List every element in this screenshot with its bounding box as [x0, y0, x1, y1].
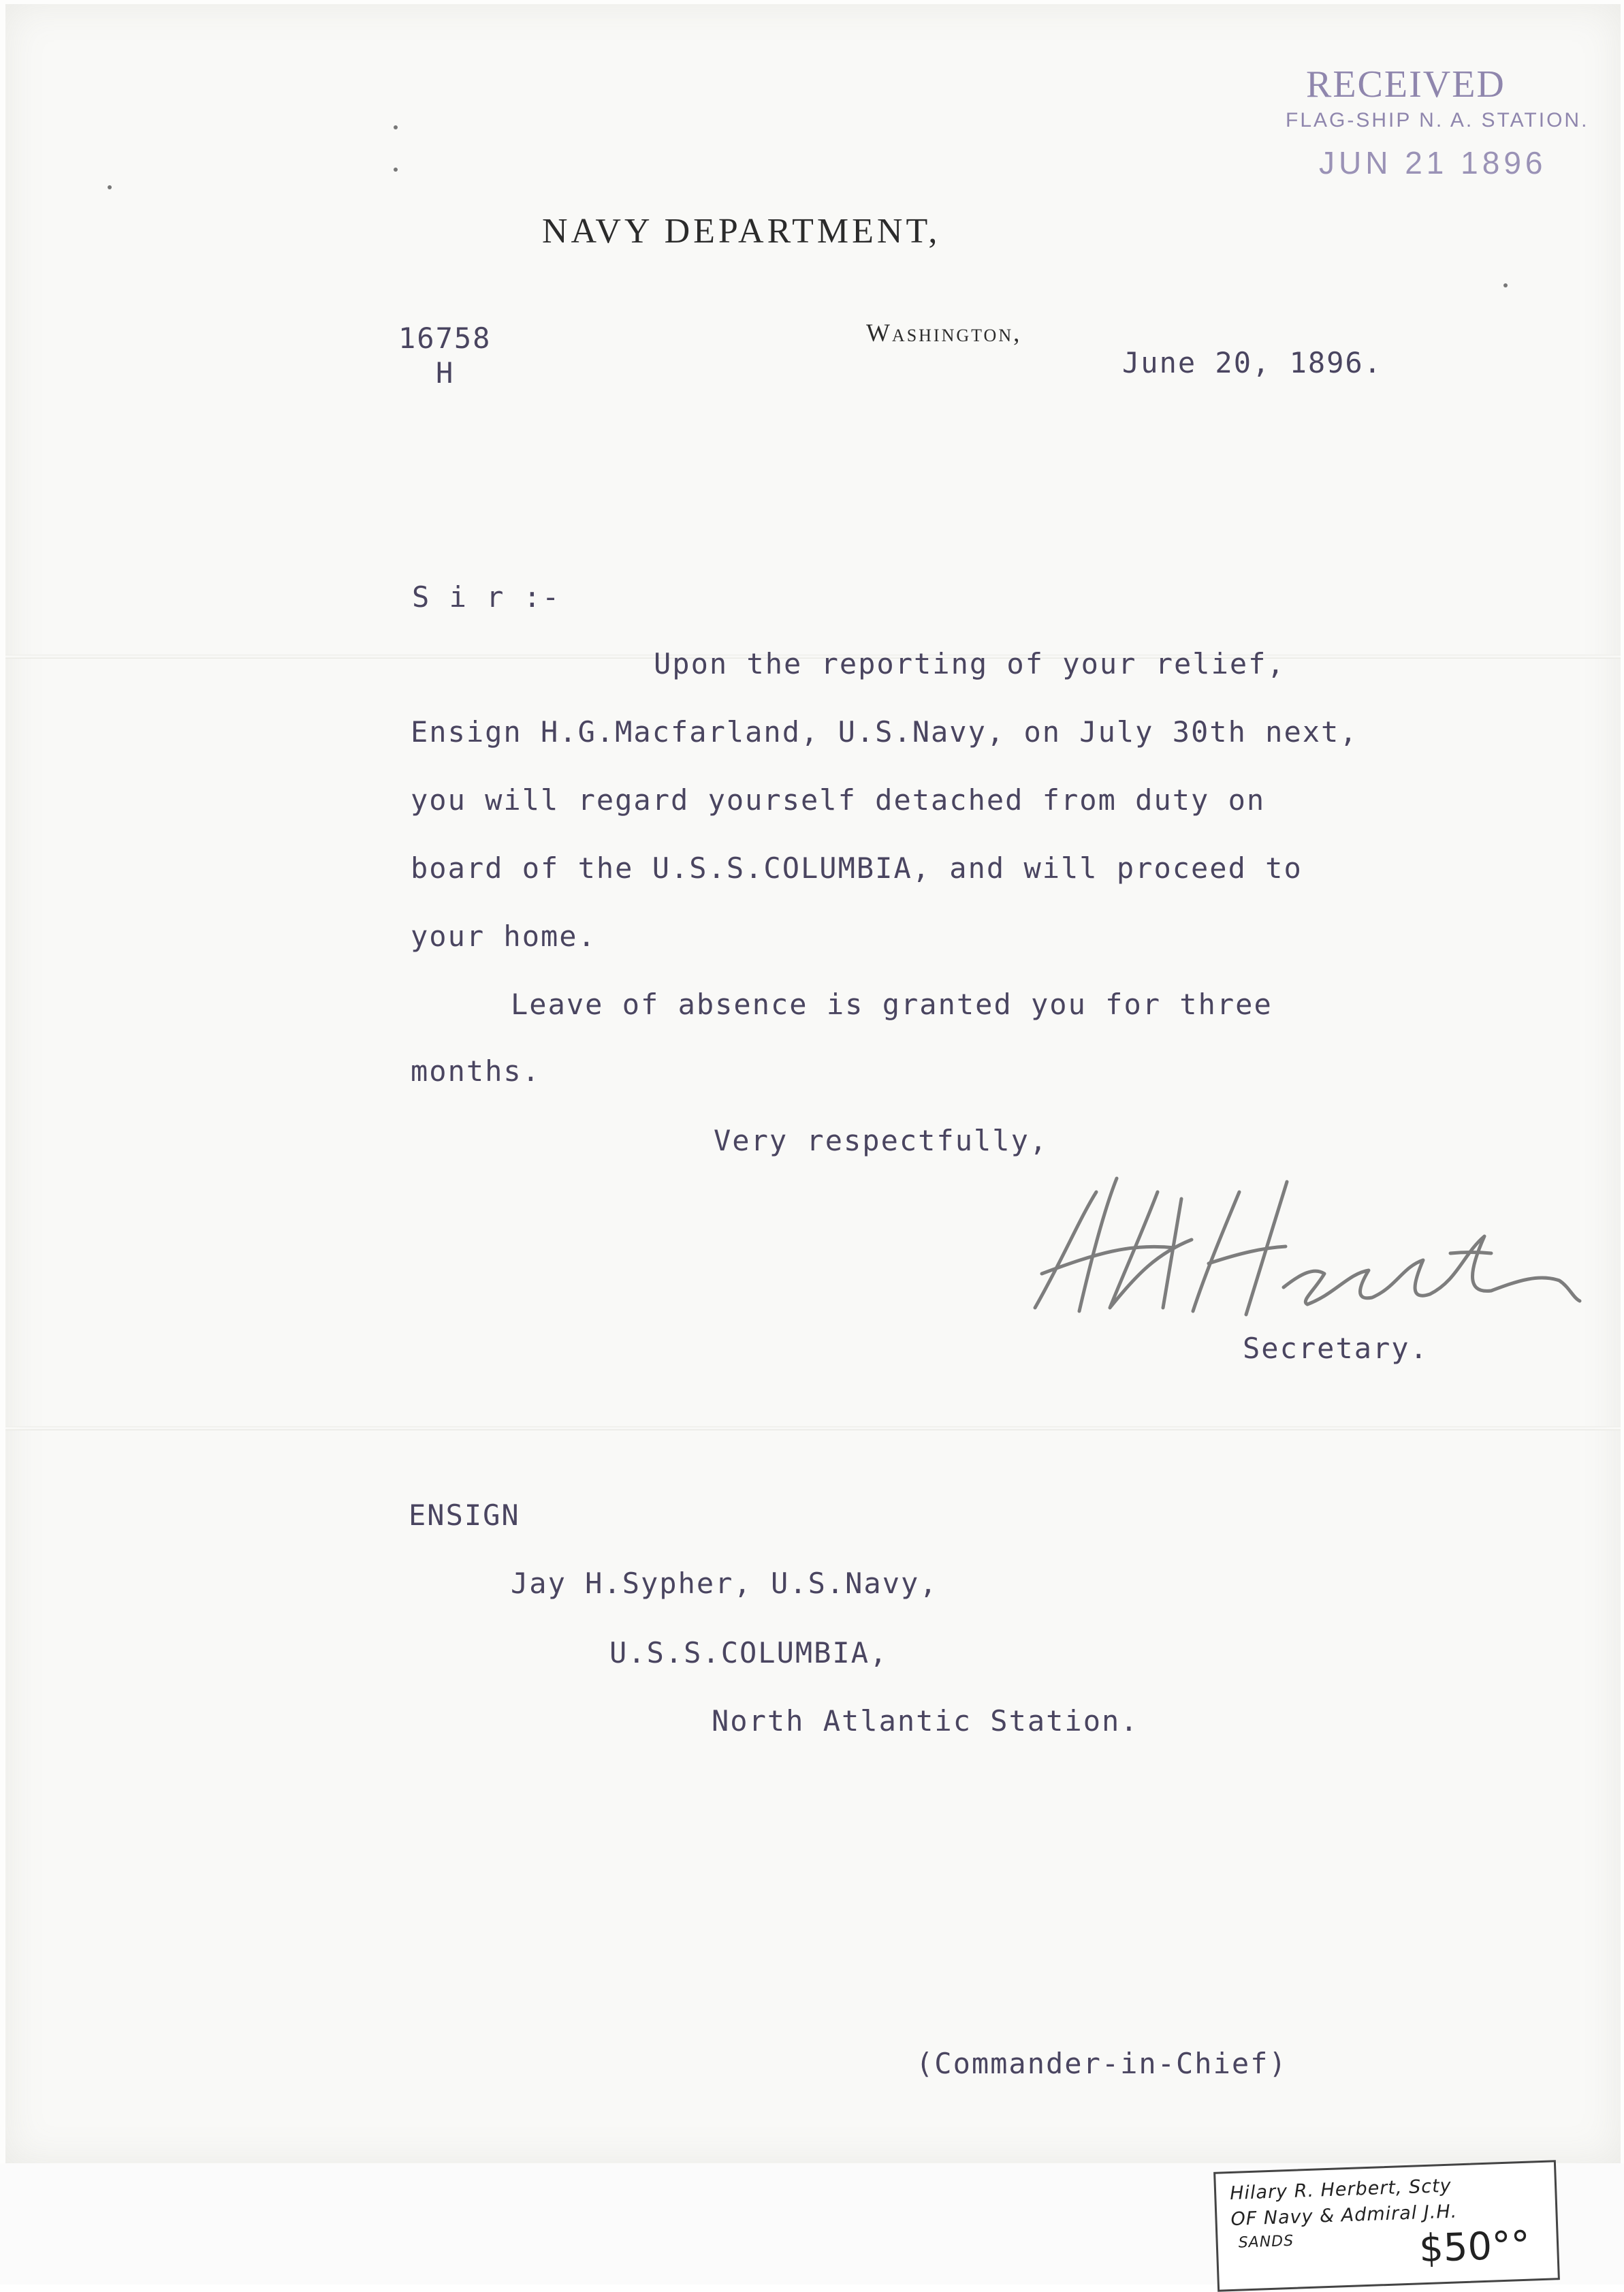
body-line: Upon the reporting of your relief,	[654, 647, 1286, 680]
fold-crease-lower	[5, 1426, 1621, 1430]
paper-speck	[394, 168, 398, 172]
body-line: you will regard yourself detached from duty on	[411, 783, 1266, 817]
file-number: 16758	[398, 321, 492, 355]
addressee-rank: ENSIGN	[409, 1498, 520, 1532]
body-line: months.	[411, 1054, 541, 1088]
paper-speck	[394, 125, 398, 129]
letter-date: June 20, 1896.	[1122, 346, 1383, 379]
received-stamp-title: RECEIVED	[1306, 63, 1506, 106]
addressee-ship: U.S.S.COLUMBIA,	[609, 1636, 889, 1669]
letter-sheet	[5, 4, 1621, 2163]
body-line: Ensign H.G.Macfarland, U.S.Navy, on July 30th next,	[411, 715, 1358, 749]
signatory-title: Secretary.	[1243, 1332, 1429, 1365]
addressee-name: Jay H.Sypher, U.S.Navy,	[511, 1567, 938, 1600]
dealer-price-tag	[1213, 2160, 1560, 2291]
tag-price: $50°°	[1418, 2223, 1531, 2272]
body-line: Leave of absence is granted you for three	[511, 988, 1273, 1021]
signature	[1015, 1172, 1587, 1328]
paper-speck	[108, 185, 112, 189]
tag-line: Hilary R. Herbert, Scty	[1229, 2175, 1452, 2204]
letterhead-department: NAVY DEPARTMENT,	[542, 212, 941, 251]
letterhead-place: Washington,	[866, 319, 1022, 347]
received-stamp-subtitle: FLAG-SHIP N. A. STATION.	[1286, 109, 1589, 131]
salutation: S i r :-	[412, 580, 561, 614]
body-line: board of the U.S.S.COLUMBIA, and will proceed to	[411, 851, 1303, 885]
paper-speck	[1503, 283, 1508, 287]
body-line: your home.	[411, 920, 596, 953]
addressee-station: North Atlantic Station.	[712, 1704, 1139, 1738]
closing: Very respectfully,	[714, 1124, 1049, 1157]
file-suffix: H	[436, 356, 455, 390]
received-stamp-date: JUN 21 1896	[1319, 145, 1547, 180]
tag-line: SANDS	[1238, 2232, 1294, 2252]
via-line: (Commander-in-Chief)	[916, 2047, 1288, 2080]
tag-line: OF Navy & Admiral J.H.	[1230, 2201, 1458, 2230]
